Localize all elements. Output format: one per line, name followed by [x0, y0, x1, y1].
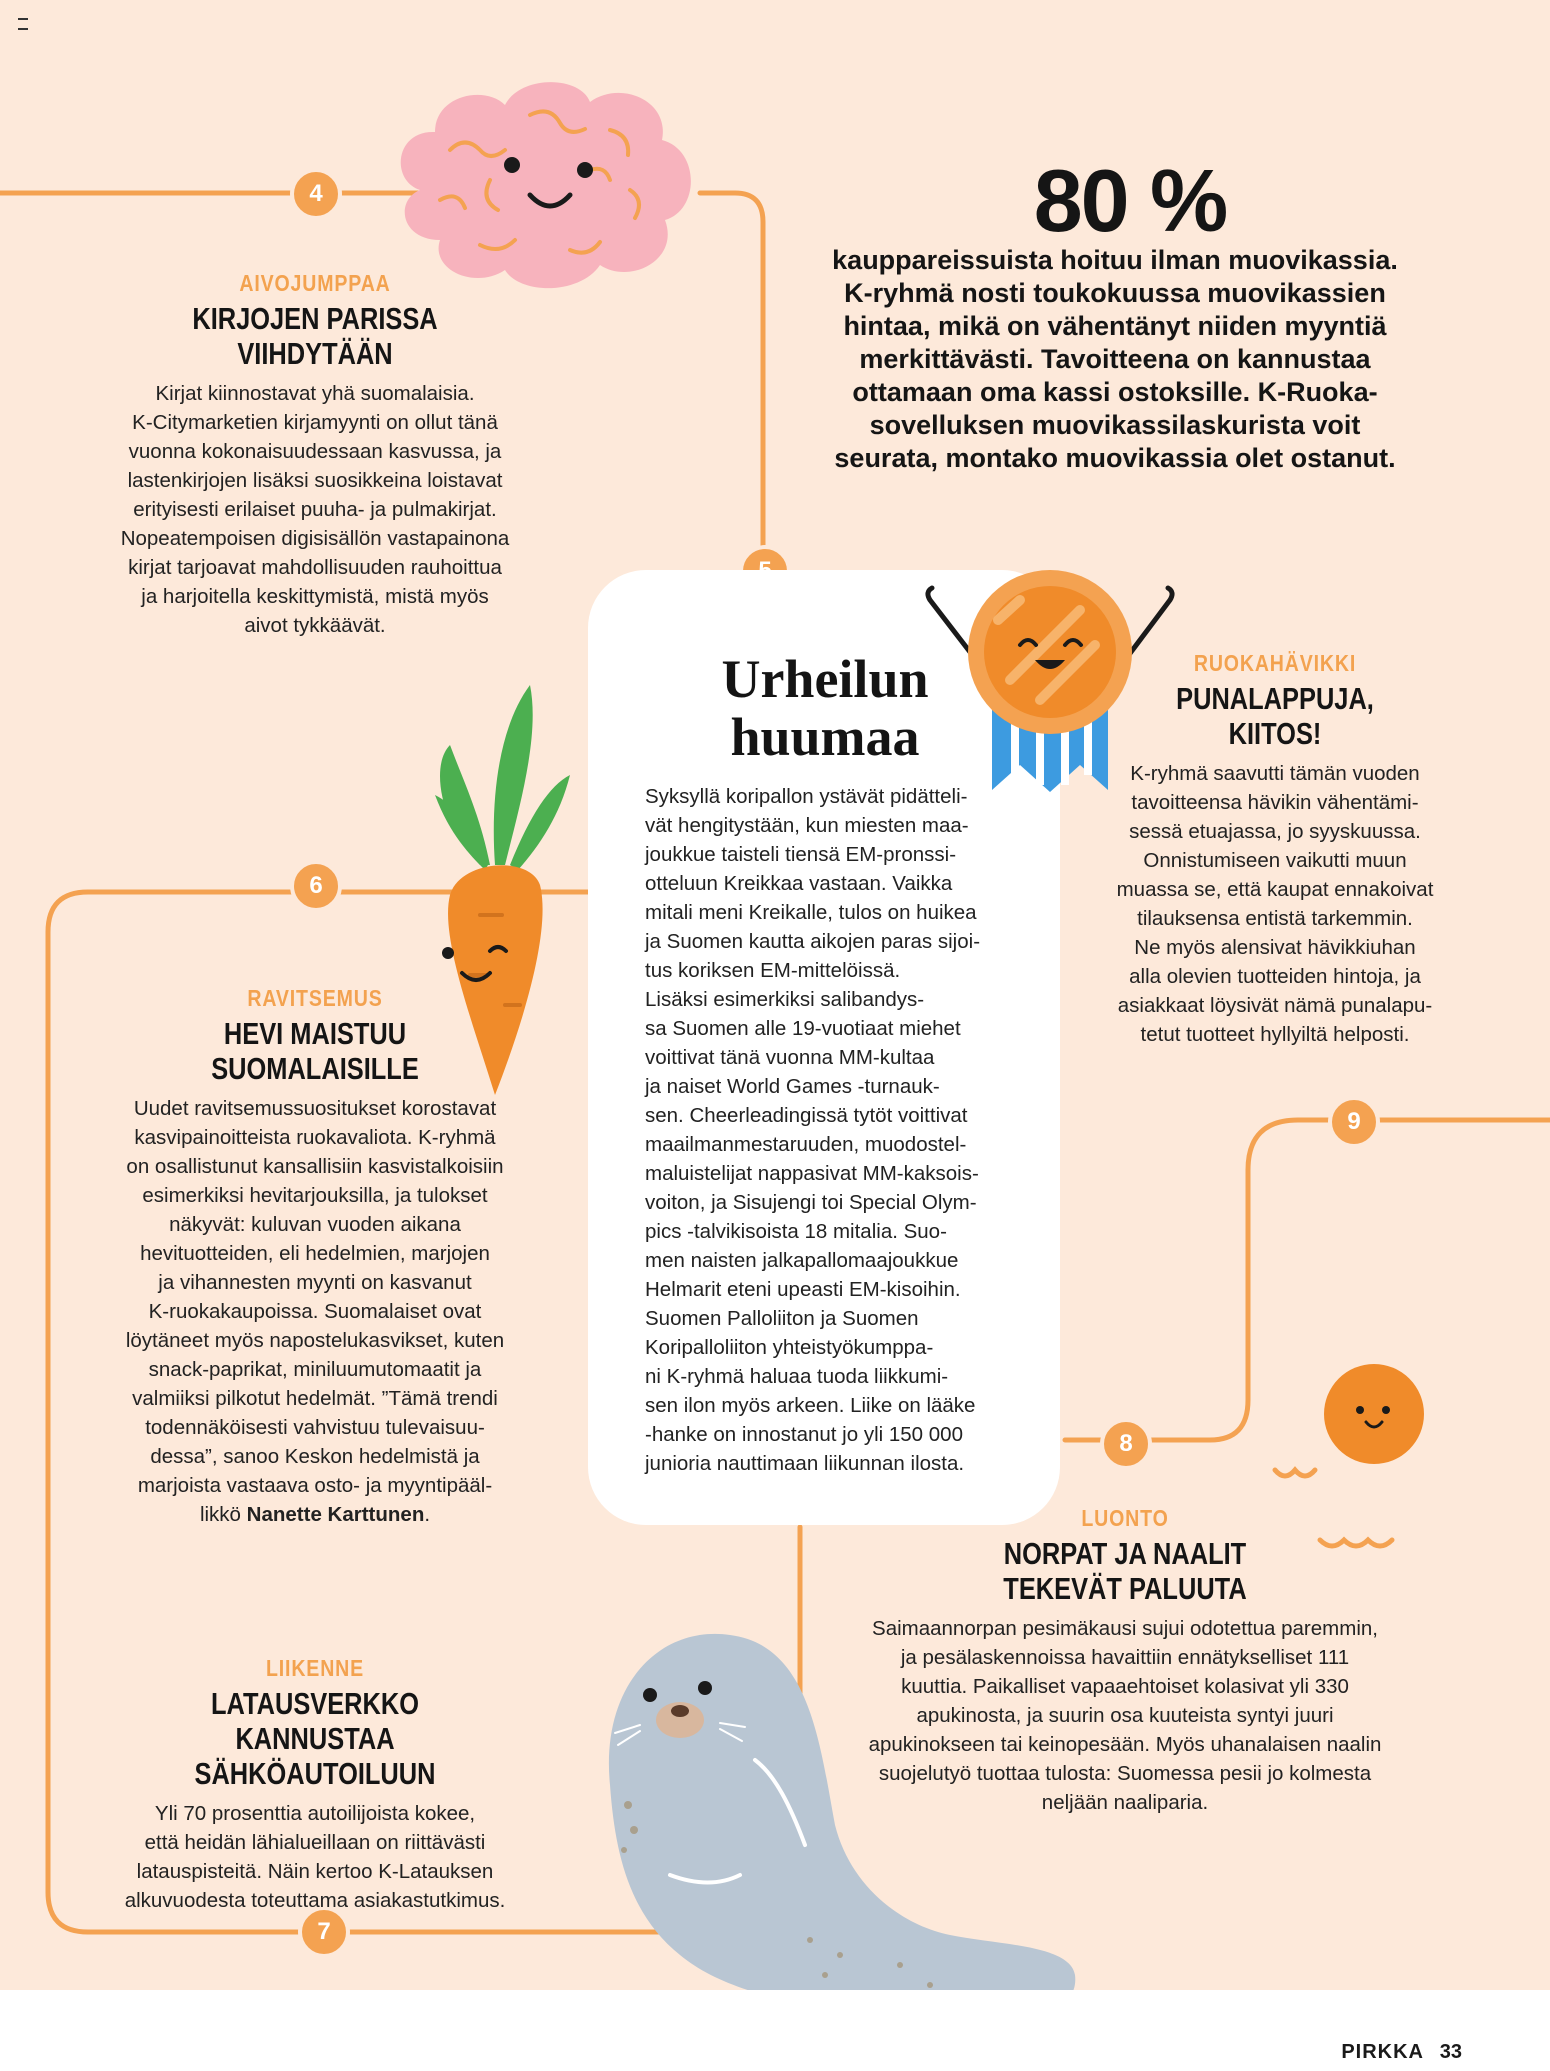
section-nature-body: Saimaannorpan pesimäkausi sujui odotettua paremmin, ja pesälaskennoissa havaittiin ennätykselliset 111 kuuttia. Paikalliset vapaaehtoiset kolasivat yli 330 apukinosta, ja suurin osa kuuteista syntyi juuri apukinokseen tai keinopesään. Myös uhanalaisen naalin suojelutyö tuottaa tulosta: Suomessa pesii jo kolmesta neljään naaliparia.: [868, 1617, 1382, 1814]
section-produce-body: [95, 1094, 535, 1529]
pin-7: 7: [298, 1906, 350, 1958]
corner-mark: [18, 18, 28, 30]
section-charging-body: Yli 70 prosenttia autoilijoista kokee, että heidän lähialueillaan on riittävästi latauspisteitä. Näin kertoo K-Latauksen alkuvuodesta toteuttama asiakastutkimus.: [124, 1802, 506, 1912]
sports-card-body: Syksyllä koripallon ystävät pidätteli- vät hengitystään, kun miesten maa- joukkue taisteli tiensä EM-pronssi- otteluun Kreikkaa vastaan. Vaikka mitali meni Kreikalle, tulos on huikea ja Suomen kautta aikojen paras sijoi- tus koriksen EM-mittelöissä. Lisäksi esimerkiksi salibandys- sa Suomen alle 19-vuotiaat miehet voittivat tänä vuonna MM-kultaa ja naiset World Games -turnauk- sen. Cheerleadingissä tytöt voittivat maailmanmestaruuden, muodostel- maluistelijat nappasivat MM-kaksois- voiton, ja Sisujengi toi Special Olym- pics -talvikisoista 18 mitalia. Suo- men naisten jalkapallomaajoukkue Helmarit eteni upeasti EM-kisoihin. Suomen Palloliiton ja Suomen Koripalloliiton yhteistyökumppa- ni K-ryhmä haluaa tuoda liikkumi- sen ilon myös arkeen. Liike on lääke -hanke on innostanut jo yli 150 000 junioria nauttimaan liikunnan ilosta.: [645, 785, 981, 1475]
section-produce-headline: HEVI MAISTUU SUOMALAISILLE: [211, 1016, 419, 1086]
brain-icon: [380, 70, 710, 300]
section-produce-body-text: Uudet ravitsemussuositukset korostavat kasvipainoitteista ruokavaliota. K-ryhmä on osallistunut kansallisiin kasvistalkoisiin esimerkiksi hevitarjouksilla, ja tulokset näkyvät: kuluvan vuoden aikana hevituotteiden, eli hedelmien, marjojen ja vihannesten myynti on kasvanut K-ruokakaupoissa. Suomalaiset ovat löytäneet myös napostelukasvikset, kuten snack-paprikat, miniluumutomaatit ja valmiiksi pilkotut hedelmät. ”Tämä trendi todennäköisesti vahvistuu tulevaisuu- dessa”, sanoo Keskon hedelmistä ja marjoista vastaava osto- ja myyntipääl- likkö: [125, 1097, 505, 1526]
pin-4: 4: [290, 168, 342, 220]
pin-8: 8: [1100, 1418, 1152, 1470]
section-produce: [95, 985, 535, 1529]
section-books-kicker: AIVOJUMPPAA: [239, 270, 391, 296]
footer-page-number: 33: [1439, 2041, 1462, 2063]
section-produce-body-end: .: [424, 1503, 431, 1526]
section-food-waste-headline: PUNALAPPUJA, KIITOS!: [1176, 681, 1374, 751]
stat-text: kauppareissuista hoituu ilman muovikassia. K-ryhmä nosti toukokuussa muovikassien hintaa, mikä on vähentänyt niiden myyntiä merkittävästi. Tavoitteena on kannustaa ottamaan oma kassi ostoksille. K-Ruoka- sovelluksen muovikassilaskurista voit seurata, montako muovikassia olet ostanut.: [832, 245, 1398, 473]
section-books-headline: KIRJOJEN PARISSA VIIHDYTÄÄN: [192, 301, 438, 371]
pin-9: 9: [1328, 1096, 1380, 1148]
section-books: [100, 270, 530, 640]
footer-brand: PIRKKA: [1341, 2041, 1424, 2063]
quoted-person-name: Nanette Karttunen: [246, 1503, 425, 1526]
sports-card-title: Urheilun huumaa: [721, 649, 929, 767]
section-charging-headline: LATAUSVERKKO KANNUSTAA SÄHKÖAUTOILUUN: [194, 1686, 436, 1791]
seal-icon: [600, 1625, 1080, 1990]
section-charging-kicker: LIIKENNE: [265, 1655, 365, 1681]
pin-6: 6: [290, 860, 342, 912]
section-nature-headline: NORPAT JA NAALIT TEKEVÄT PALUUTA: [1003, 1536, 1247, 1606]
stat-value: 80 %: [1033, 151, 1227, 250]
section-food-waste: [1085, 650, 1465, 1049]
section-food-waste-body: K-ryhmä saavutti tämän vuoden tavoitteensa hävikin vähentämi- sessä etuajassa, jo syyskuussa. Onnistumiseen vaikutti muun muassa se, että kaupat ennakoivat tilauksensa entistä tarkemmin. Ne myös alensivat hävikkiuhan alla olevien tuotteiden hintoja, ja asiakkaat löysivät nämä punalapu- tetut tuotteet hyllyiltä helposti.: [1116, 762, 1434, 1046]
section-produce-kicker: RAVITSEMUS: [247, 985, 383, 1011]
section-books-body: Kirjat kiinnostavat yhä suomalaisia. K-Citymarketien kirjamyynti on ollut tänä vuonna kokonaisuudessaan kasvussa, ja lastenkirjojen lisäksi suosikkeina loistavat erityisesti erilaiset puuha- ja pulmakirjat. Nopeatempoisen digisisällön vastapainona kirjat tarjoavat mahdollisuuden rauhoittua ja harjoitella keskittymistä, mistä myös aivot tykkäävät.: [120, 382, 510, 637]
section-charging: [100, 1655, 530, 1915]
section-nature-kicker: LUONTO: [1081, 1505, 1169, 1531]
section-food-waste-kicker: RUOKAHÄVIKKI: [1193, 650, 1357, 676]
